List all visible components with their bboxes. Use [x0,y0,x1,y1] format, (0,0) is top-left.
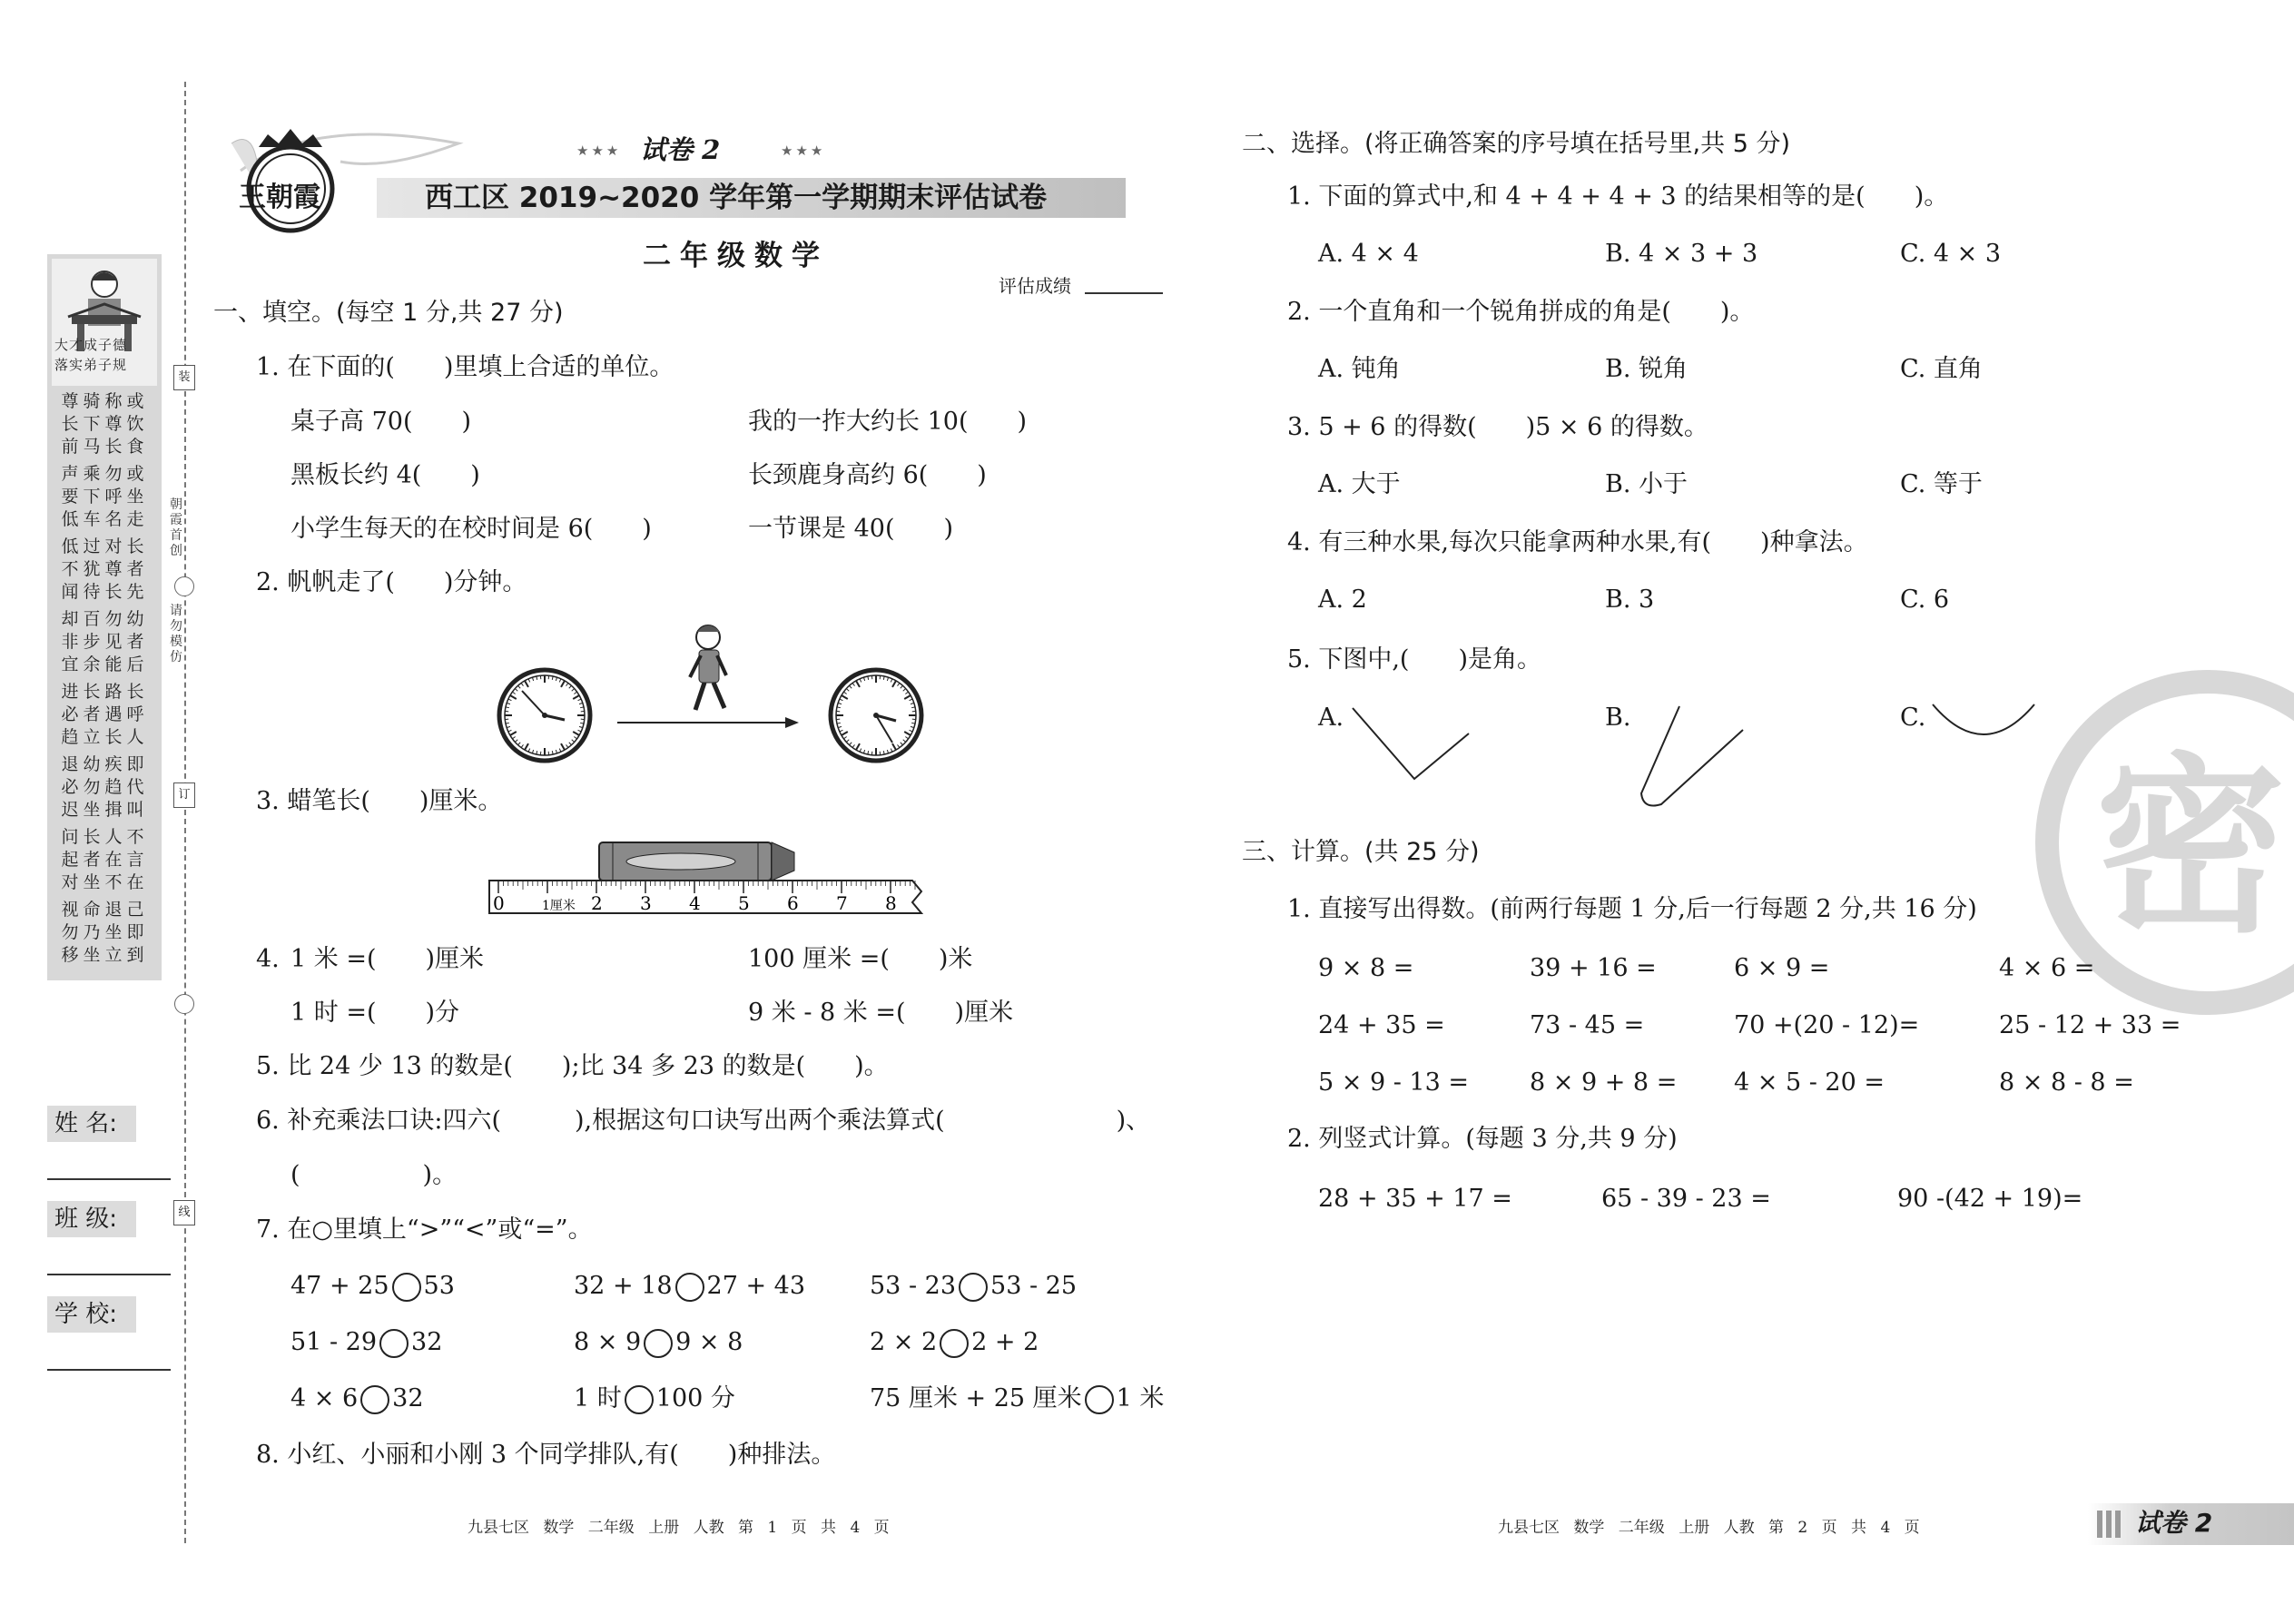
answer-circle-input[interactable] [940,1329,969,1358]
vertical-label-2: 请勿模仿 [170,604,182,664]
name-field[interactable] [47,1178,171,1180]
binding-marker-2: 订 [173,782,195,808]
poem-column: 勿见能 [104,609,123,674]
compare-right: 53 [423,1272,455,1300]
compare-item [574,1327,743,1358]
compare-right: 100 分 [655,1384,735,1412]
question-6: 6. 补充乘法口诀:四六( ),根据这句口诀写出两个乘法算式( )、 [256,1107,1151,1135]
compare-right: 53 - 25 [990,1272,1078,1300]
poem-column: 或饮食 [126,391,144,457]
poem-column: 幼者后 [126,609,144,674]
poem-column: 过犹待 [83,536,101,602]
poem-column: 退必迟 [61,754,79,820]
ruler-label: 0 [493,892,505,914]
calc-question-1: 1. 直接写出得数。(前两行每题 1 分,后一行每题 2 分,共 16 分) [1287,895,1977,923]
calc-item: 70 +(20 - 12)= [1734,1011,1920,1039]
compare-left: 53 - 23 [870,1272,957,1300]
calc-item: 5 × 9 - 13 = [1318,1068,1469,1097]
section-fill-in: 一、填空。(每空 1 分,共 27 分) [213,299,564,327]
corner-pattern-icon [2097,1511,2124,1538]
star-icons-right: ★★★ [781,143,826,159]
page-footer-left: 九县七区 数学 二年级 上册 人教 第 1 页 共 4 页 [468,1519,890,1537]
compare-right: 2 + 2 [971,1328,1039,1356]
q5-option-c: C. [1900,704,1926,732]
page-footer-right: 九县七区 数学 二年级 上册 人教 第 2 页 共 4 页 [1498,1519,1920,1537]
poem-column: 己即到 [126,900,144,965]
question-8: 8. 小红、小丽和小刚 3 个同学排队,有( )种排法。 [256,1441,836,1469]
calc-item: 8 × 9 + 8 = [1530,1068,1678,1097]
poem-column: 低不闻 [61,536,79,602]
question-2: 2. 帆帆走了( )分钟。 [256,568,527,596]
school-label: 学 校: [47,1296,136,1333]
motto-line-1: 大才成子德 [54,337,128,353]
calc-item: 39 + 16 = [1530,954,1657,982]
q1-item: 我的一拃大约长 10( ) [748,408,1028,436]
answer-circle-input[interactable] [675,1273,704,1302]
compare-item [870,1327,1039,1358]
binding-line [184,82,186,1543]
poem-column: 长者立 [83,682,101,747]
poem-column: 骑下马 [83,391,101,457]
compare-left: 47 + 25 [290,1272,389,1300]
poem-column: 即代叫 [126,754,144,820]
choice-option: B. 小于 [1605,470,1689,498]
choice-option: A. 4 × 4 [1318,240,1419,268]
question-1: 1. 在下面的( )里填上合适的单位。 [256,353,674,381]
poem-column: 长者先 [126,536,144,602]
choice-option: A. 钝角 [1318,355,1401,383]
binding-marker-3: 线 [173,1200,195,1225]
paper-number: 试卷 2 [640,134,721,165]
choice-option: A. 2 [1318,586,1367,614]
q1-item: 小学生每天的在校时间是 6( ) [290,515,652,543]
vertical-label-1: 朝霞首创 [170,497,182,558]
q1-item: 黑板长约 4( ) [290,461,480,489]
binding-marker-1: 装 [173,365,195,390]
compare-left: 32 + 18 [574,1272,673,1300]
poem-column: 不言在 [126,827,144,892]
poem-column: 声要低 [61,464,79,529]
choice-option: C. 6 [1900,586,1950,614]
choice-option: C. 等于 [1900,470,1983,498]
motto-line-2: 落实弟子规 [54,357,128,373]
calc-item: 24 + 35 = [1318,1011,1445,1039]
compare-left: 1 时 [574,1384,622,1412]
exam-subtitle: 二年级数学 [643,240,829,272]
name-label: 姓 名: [47,1106,136,1142]
choice-question: 4. 有三种水果,每次只能拿两种水果,有( )种拿法。 [1287,528,1868,556]
answer-circle-input[interactable] [360,1385,389,1414]
compare-right: 9 × 8 [675,1328,743,1356]
q1-item: 长颈鹿身高约 6( ) [748,461,987,489]
poem-column: 问起对 [61,827,79,892]
q5-option-a: A. [1318,704,1344,732]
ruler-label: 7 [836,892,848,914]
compare-right: 27 + 43 [706,1272,806,1300]
poem-column: 幼勿坐 [83,754,101,820]
calc-item: 9 × 8 = [1318,954,1414,982]
question-4-label: 4. [256,945,280,973]
logo-text: 王朝霞 [239,182,320,213]
poem-column: 命乃坐 [83,900,101,965]
ruler-label: 1厘米 [542,899,576,913]
exam-title: 西工区 2019~2020 学年第一学期期末评估试卷 [425,182,1048,214]
q1-item: 一节课是 40( ) [748,515,954,543]
class-field[interactable] [47,1274,171,1275]
q4-item: 100 厘米 =( )米 [748,945,973,973]
compare-left: 51 - 29 [290,1328,378,1356]
choice-option: B. 锐角 [1605,355,1689,383]
ruler-label: 2 [591,892,603,914]
poem-column: 人在不 [104,827,123,892]
score-label: 评估成绩 [999,275,1071,297]
poem-column: 疾趋揖 [104,754,123,820]
answer-circle-input[interactable] [379,1329,409,1358]
poem-column: 视勿移 [61,900,79,965]
choice-option: C. 直角 [1900,355,1983,383]
answer-circle-input[interactable] [392,1273,421,1302]
q5-option-b: B. [1605,704,1631,732]
choice-option: B. 3 [1605,586,1655,614]
calc-item: 73 - 45 = [1530,1011,1645,1039]
calc-question-2: 2. 列竖式计算。(每题 3 分,共 9 分) [1287,1125,1678,1153]
compare-left: 2 × 2 [870,1328,938,1356]
compare-right: 1 米 [1116,1384,1165,1412]
class-label: 班 级: [47,1201,136,1237]
poem-column: 百步余 [83,609,101,674]
choice-option: B. 4 × 3 + 3 [1605,240,1758,268]
answer-circle-input[interactable] [625,1385,654,1414]
compare-item [870,1383,1164,1414]
ruler-label: 5 [738,892,750,914]
choice-question: 3. 5 + 6 的得数( )5 × 6 的得数。 [1287,413,1708,441]
poem-column: 路遇长 [104,682,123,747]
calc-item: 4 × 5 - 20 = [1734,1068,1885,1097]
question-7: 7. 在○里填上“>”“<”或“=”。 [256,1216,593,1244]
poem-column: 长者坐 [83,827,101,892]
poem-column: 对尊长 [104,536,123,602]
calc-item: 25 - 12 + 33 = [1999,1011,2181,1039]
q4-item: 1 时 =( )分 [290,999,460,1027]
shape-b-curve-icon [1634,703,1752,812]
question-3: 3. 蜡笔长( )厘米。 [256,787,503,815]
poem-column: 尊长前 [61,391,79,457]
compare-item [290,1327,442,1358]
poem-column: 进必趋 [61,682,79,747]
answer-circle-input[interactable] [959,1273,988,1302]
compare-item [574,1383,735,1414]
q1-item: 桌子高 70( ) [290,408,472,436]
binding-hole-icon [174,576,194,596]
compare-left: 4 × 6 [290,1384,359,1412]
choice-question: 2. 一个直角和一个锐角拼成的角是( )。 [1287,298,1755,326]
q4-item: 9 米 - 8 米 =( )厘米 [748,999,1014,1027]
poem-column: 乘下车 [83,464,101,529]
compare-left: 8 × 9 [574,1328,642,1356]
shape-c-arc-icon [1929,701,2038,743]
shape-a-angle-icon [1351,706,1474,782]
calc-item: 4 × 6 = [1999,954,2095,982]
poem-column: 长呼人 [126,682,144,747]
poem-column: 称尊长 [104,391,123,457]
choice-option: C. 4 × 3 [1900,240,2002,268]
ruler-label: 4 [689,892,701,914]
vertical-calc-item: 65 - 39 - 23 = [1601,1185,1771,1213]
corner-paper-label: 试卷 2 [2135,1508,2213,1538]
compare-item [290,1383,424,1414]
section-calc: 三、计算。(共 25 分) [1242,838,1480,866]
clock-start-icon [499,670,590,761]
poem-column: 却非宜 [61,609,79,674]
star-icons-left: ★★★ [576,143,622,159]
ruler-label: 8 [885,892,897,914]
question-5: 5. 比 24 少 13 的数是( );比 34 多 23 的数是( )。 [256,1052,889,1080]
choice-option: A. 大于 [1318,470,1401,498]
ruler-label: 3 [640,892,652,914]
ruler-label: 6 [787,892,799,914]
compare-item [870,1271,1077,1302]
section-choice: 二、选择。(将正确答案的序号填在括号里,共 5 分) [1242,130,1790,158]
compare-right: 32 [411,1328,443,1356]
compare-item [290,1271,455,1302]
choice-question-5: 5. 下图中,( )是角。 [1287,645,1541,674]
q4-item: 1 米 =( )厘米 [290,945,485,973]
compare-left: 75 厘米 + 25 厘米 [870,1384,1082,1412]
vertical-calc-item: 90 -(42 + 19)= [1897,1185,2083,1213]
question-6-continued: ( )。 [290,1161,458,1189]
calc-item: 8 × 8 - 8 = [1999,1068,2134,1097]
clock-illustration [490,617,935,772]
crayon-icon [599,842,794,881]
binding-hole-icon [174,994,194,1014]
compare-right: 32 [392,1384,424,1412]
choice-question: 1. 下面的算式中,和 4 + 4 + 4 + 3 的结果相等的是( )。 [1287,182,1949,211]
ruler-icon [489,881,921,914]
vertical-calc-item: 28 + 35 + 17 = [1318,1185,1512,1213]
answer-circle-input[interactable] [644,1329,673,1358]
answer-circle-input[interactable] [1085,1385,1114,1414]
arrow-head-icon [785,717,799,728]
compare-item [574,1271,805,1302]
poem-column: 退坐立 [104,900,123,965]
clock-end-icon [831,670,921,761]
poem-column: 勿呼名 [104,464,123,529]
seal-text: 密 [2095,736,2287,959]
calc-item: 6 × 9 = [1734,954,1830,982]
ruler-crayon-illustration [486,839,930,930]
poem-column: 或坐走 [126,464,144,529]
school-field[interactable] [47,1369,171,1371]
runner-icon [690,625,726,710]
score-field[interactable] [1085,292,1163,294]
